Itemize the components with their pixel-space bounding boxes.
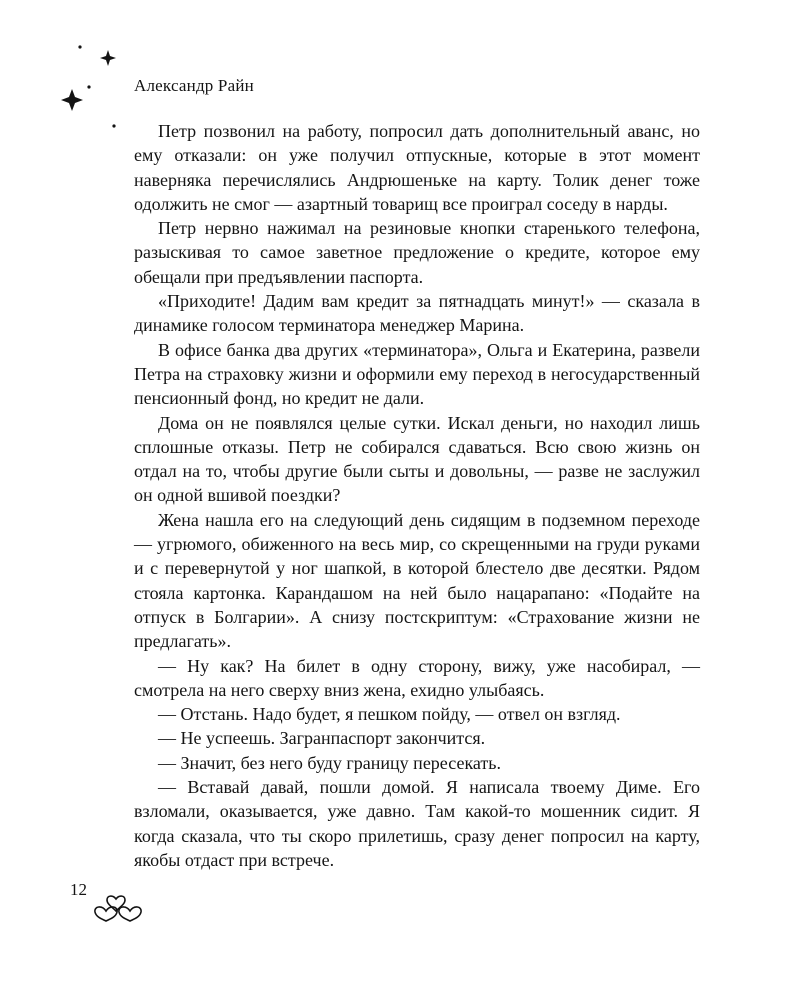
paragraph: В офисе банка два других «терминатора», Ольга и Екатерина, развели Петра на страховку жизни и оформили ему переход в негосударственный пенсионный фонд, но кредит не дали. — [134, 339, 700, 409]
paragraph: Петр нервно нажимал на резиновые кнопки старенького телефона, разыскивая то самое заветное предложение о кредите, которое ему обещали при предъявлении паспорта. — [134, 218, 700, 287]
paragraph: Петр позвонил на работу, попросил дать дополнительный аванс, но ему отказали: он уже получил отпускные, которые в этот момент наверняка перечислялись Андрюшеньке на карту. Толик денег тоже одолжить не смог — азартный товарищ все проиграл соседу в нарды. — [134, 121, 700, 214]
dialogue-line: — Ну как? На билет в одну сторону, вижу, уже насобирал, — смотрела на него сверху вниз жена, ехидно улыбаясь. — [134, 655, 700, 700]
dialogue-line: — Отстань. Надо будет, я пешком пойду, — отвел он взгляд. — [158, 704, 621, 725]
paragraph: «Приходите! Дадим вам кредит за пятнадцать минут!» — сказала в динамике голосом терминатора менеджер Марина. — [134, 291, 700, 336]
sparkle-stars-icon — [60, 40, 130, 140]
dialogue-line: — Вставай давай, пошли домой. Я написала твоему Диме. Его взломали, оказывается, уже давно. Там какой-то мошенник сидит. Я когда сказала, что ты скоро прилетишь, сразу денег попросил на карту, якобы отдаст при встрече. — [134, 777, 700, 870]
dialogue-line: — Значит, без него буду границу пересекать. — [158, 752, 502, 773]
page-number: 12 — [70, 880, 87, 899]
hearts-icon — [92, 885, 148, 925]
body-text — [134, 119, 700, 872]
paragraph: Дома он не появлялся целые сутки. Искал деньги, но находил лишь сплошные отказы. Петр не собирался сдаваться. Всю свою жизнь он отдал на то, чтобы другие были сыты и довольны, — разве не заслужил он одной вшивой поездки? — [134, 412, 700, 506]
dialogue-line: — Не успеешь. Загранпаспорт закончится. — [158, 728, 486, 749]
paragraph: Жена нашла его на следующий день сидящим в подземном переходе — угрюмого, обиженного на весь мир, со скрещенными на груди руками и с перевернутой у ног шапкой, в которой блестело две десятки. Рядом стояла картонка. Карандашом на ней было нацарапано: «Подайте на отпуск в Болгарии». А снизу постскриптум: «Страхование жизни не предлагать». — [134, 509, 700, 652]
running-head-author: Александр Райн — [134, 76, 254, 95]
